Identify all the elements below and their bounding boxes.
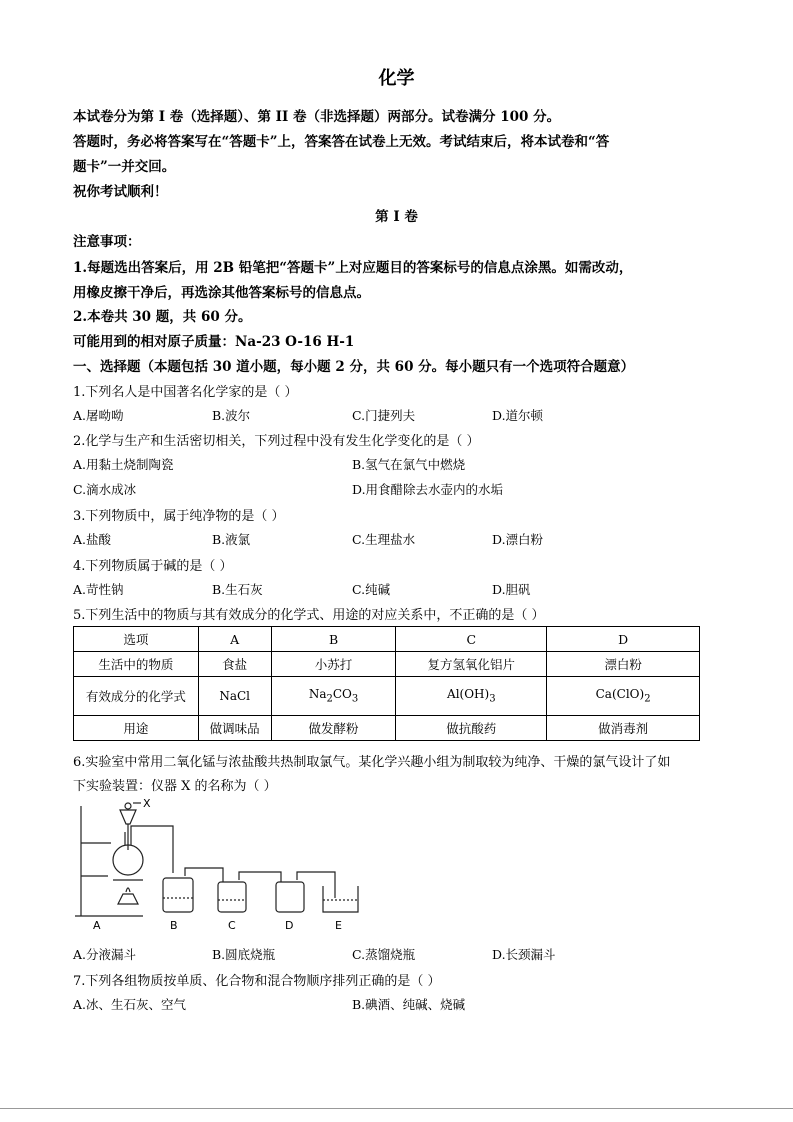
q1-option-d: D.道尔顿 bbox=[492, 408, 544, 423]
apparatus-diagram bbox=[73, 798, 373, 933]
table-row bbox=[74, 677, 700, 716]
table-cell: 生活中的物质 bbox=[74, 652, 199, 677]
intro-line-2: 答题时，务必将答案写在“答题卡”上，答案答在试卷上无效。考试结束后，将本试卷和“答 bbox=[73, 134, 610, 150]
formula-nacl: NaCl bbox=[198, 677, 271, 716]
funnel-stopper bbox=[125, 803, 131, 809]
page-bottom-rule bbox=[0, 1108, 793, 1109]
table-cell: 用途 bbox=[74, 716, 199, 741]
q2-option-b: B.氢气在氯气中燃烧 bbox=[352, 457, 466, 472]
tube-cd bbox=[239, 872, 281, 882]
page-title: 化学 bbox=[378, 68, 415, 89]
question-3-stem: 3.下列物质中，属于纯净物的是（ ） bbox=[73, 509, 285, 524]
q5-table bbox=[73, 626, 700, 741]
question-7-stem: 7.下列各组物质按单质、化合物和混合物顺序排列正确的是（ ） bbox=[73, 974, 441, 989]
note-1a: 1.每题选出答案后，用 2B 铅笔把“答题卡”上对应题目的答案标号的信息点涂黑。如需改动， bbox=[73, 260, 633, 276]
section-one-heading: 一、选择题（本题包括 30 道小题，每小题 2 分，共 60 分。每小题只有一个选项符合题意） bbox=[73, 359, 635, 375]
question-5-stem: 5.下列生活中的物质与其有效成分的化学式、用途的对应关系中，不正确的是（ ） bbox=[73, 608, 545, 623]
table-cell: 做消毒剂 bbox=[547, 716, 700, 741]
note-1b: 用橡皮擦干净后，再选涂其他答案标号的信息点。 bbox=[73, 285, 370, 301]
table-row bbox=[74, 716, 700, 741]
q7-option-b: B.碘酒、纯碱、烧碱 bbox=[352, 997, 466, 1012]
table-cell: 食盐 bbox=[198, 652, 271, 677]
q4-option-d: D.胆矾 bbox=[492, 582, 531, 597]
intro-line-3: 题卡”一并交回。 bbox=[73, 159, 176, 175]
q6-option-b: B.圆底烧瓶 bbox=[212, 947, 276, 962]
table-row bbox=[74, 652, 700, 677]
table-cell: 复方氢氧化铝片 bbox=[396, 652, 547, 677]
question-4-stem: 4.下列物质属于碱的是（ ） bbox=[73, 559, 233, 574]
table-cell: 做调味品 bbox=[198, 716, 271, 741]
q1-option-a: A.屠呦呦 bbox=[73, 408, 124, 423]
q4-option-b: B.生石灰 bbox=[212, 582, 263, 597]
table-cell: 选项 bbox=[74, 627, 199, 652]
atomic-mass-line: 可能用到的相对原子质量：Na-23 O-16 H-1 bbox=[73, 334, 355, 350]
q3-option-a: A.盐酸 bbox=[73, 532, 112, 547]
question-6-stem-1: 6.实验室中常用二氧化锰与浓盐酸共热制取氯气。某化学兴趣小组为制取较为纯净、干燥的氯气设计了如 bbox=[73, 755, 671, 770]
intro-line-4: 祝你考试顺利！ bbox=[73, 184, 168, 200]
label-b: B bbox=[170, 919, 178, 932]
table-cell: 漂白粉 bbox=[547, 652, 700, 677]
label-e: E bbox=[335, 919, 342, 932]
q1-option-b: B.波尔 bbox=[212, 408, 251, 423]
table-cell: B bbox=[271, 627, 396, 652]
q1-option-c: C.门捷列夫 bbox=[352, 408, 416, 423]
q3-option-d: D.漂白粉 bbox=[492, 532, 544, 547]
table-header-row bbox=[74, 627, 700, 652]
table-cell: 小苏打 bbox=[271, 652, 396, 677]
beaker-e bbox=[323, 886, 358, 912]
q6-option-a: A.分液漏斗 bbox=[73, 947, 137, 962]
formula-caclo2: $Ca(ClO)_2$ bbox=[547, 677, 700, 716]
tube-bc bbox=[185, 868, 223, 882]
q7-option-a: A.冰、生石灰、空气 bbox=[73, 997, 187, 1012]
table-cell: A bbox=[198, 627, 271, 652]
question-6-stem-2: 下实验装置：仪器 X 的名称为（ ） bbox=[73, 779, 277, 794]
q4-option-c: C.纯碱 bbox=[352, 582, 391, 597]
funnel-x bbox=[120, 810, 136, 824]
delivery-tube bbox=[131, 826, 173, 873]
bottle-c bbox=[218, 882, 246, 912]
formula-na2co3: $Na_2CO_3$ bbox=[271, 677, 396, 716]
table-cell: 有效成分的化学式 bbox=[74, 677, 199, 716]
label-x: X bbox=[143, 798, 151, 810]
question-2-stem: 2.化学与生产和生活密切相关，下列过程中没有发生化学变化的是（ ） bbox=[73, 434, 480, 449]
q3-option-b: B.液氯 bbox=[212, 532, 251, 547]
bottle-d bbox=[276, 882, 304, 912]
table-cell: D bbox=[547, 627, 700, 652]
tube-de bbox=[297, 872, 335, 898]
formula-aloh3: $Al(OH)_3$ bbox=[396, 677, 547, 716]
label-a: A bbox=[93, 919, 101, 932]
q6-option-d: D.长颈漏斗 bbox=[492, 947, 556, 962]
question-1-stem: 1.下列名人是中国著名化学家的是（ ） bbox=[73, 385, 298, 400]
note-2: 2.本卷共 30 题，共 60 分。 bbox=[73, 309, 252, 325]
bottle-b bbox=[163, 878, 193, 912]
table-cell: C bbox=[396, 627, 547, 652]
q3-option-c: C.生理盐水 bbox=[352, 532, 416, 547]
label-d: D bbox=[285, 919, 294, 932]
q4-option-a: A.苛性钠 bbox=[73, 582, 124, 597]
table-cell: 做抗酸药 bbox=[396, 716, 547, 741]
q2-option-a: A.用黏土烧制陶瓷 bbox=[73, 457, 174, 472]
burner bbox=[118, 894, 138, 904]
q2-option-d: D.用食醋除去水壶内的水垢 bbox=[352, 482, 504, 497]
flame bbox=[126, 888, 130, 892]
q2-option-c: C.滴水成冰 bbox=[73, 482, 137, 497]
intro-line-1: 本试卷分为第 I 卷（选择题）、第 II 卷（非选择题）两部分。试卷满分 100 分。 bbox=[73, 109, 561, 125]
table-cell: 做发酵粉 bbox=[271, 716, 396, 741]
label-c: C bbox=[228, 919, 236, 932]
section-title: 第 I 卷 bbox=[375, 209, 418, 225]
q6-option-c: C.蒸馏烧瓶 bbox=[352, 947, 416, 962]
notes-heading: 注意事项： bbox=[73, 234, 141, 250]
